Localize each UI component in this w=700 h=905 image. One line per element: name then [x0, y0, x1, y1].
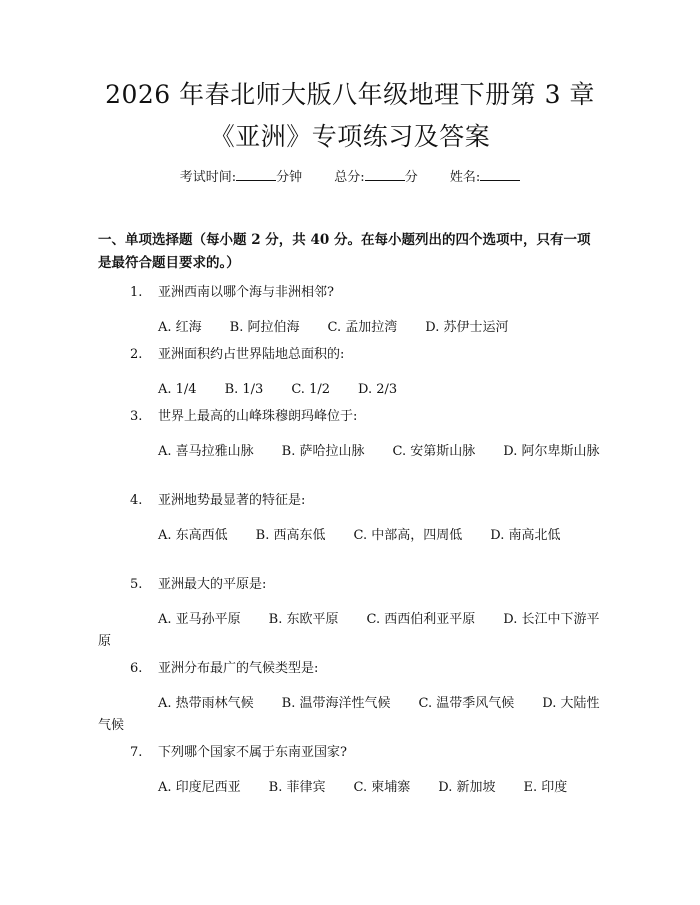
- question-text: 下列哪个国家不属于东南亚国家?: [158, 745, 347, 760]
- question-options: [98, 441, 603, 463]
- question-stem: [98, 490, 603, 512]
- question-4: [98, 490, 603, 547]
- question-stem: [98, 658, 603, 680]
- option-a: A. 喜马拉雅山脉: [158, 444, 254, 459]
- page-title-line-2: 《亚洲》专项练习及答案: [209, 122, 491, 151]
- option-a: A. 热带雨林气候: [158, 696, 254, 711]
- total-score-blank: [365, 168, 405, 181]
- option-c: C. 安第斯山脉: [392, 444, 476, 459]
- option-c: C. 1/2: [291, 382, 330, 397]
- exam-time-unit: 分钟: [276, 170, 303, 185]
- option-c: C. 柬埔寨: [353, 780, 411, 795]
- option-d: D. 新加坡: [438, 780, 496, 795]
- option-d: D. 2/3: [358, 382, 398, 397]
- question-text: 亚洲分布最广的气候类型是:: [158, 661, 319, 676]
- question-options: [98, 609, 603, 653]
- option-b: B. 1/3: [224, 382, 264, 397]
- question-options: [98, 379, 603, 401]
- question-stem: [98, 742, 603, 764]
- question-3: [98, 406, 603, 463]
- student-name: [450, 170, 520, 185]
- option-c: C. 温带季风气候: [418, 696, 515, 711]
- exam-time-label: 考试时间:: [179, 170, 237, 185]
- question-options: [98, 525, 603, 547]
- question-6: [98, 658, 603, 737]
- option-d: D. 苏伊士运河: [425, 320, 509, 335]
- option-d: D. 大陆性气候: [98, 696, 600, 733]
- option-a: A. 1/4: [158, 382, 197, 397]
- question-stem: [98, 344, 603, 366]
- section-heading: 一、单项选择题（每小题 2 分，共 40 分。在每小题列出的四个选项中，只有一项是最符合题目要求的。）: [98, 232, 591, 271]
- exam-time: [180, 170, 302, 185]
- option-c: C. 孟加拉湾: [327, 320, 398, 335]
- option-d: D. 长江中下游平原: [98, 612, 600, 649]
- question-options: [98, 317, 603, 339]
- question-stem: [98, 406, 603, 428]
- option-a: A. 红海: [158, 320, 202, 335]
- total-score: [334, 170, 417, 185]
- option-d: D. 阿尔卑斯山脉: [503, 444, 600, 459]
- question-number: 1.: [130, 285, 143, 300]
- student-name-blank: [480, 168, 520, 181]
- question-text: 亚洲地势最显著的特征是:: [158, 493, 306, 508]
- option-b: B. 阿拉伯海: [229, 320, 300, 335]
- question-stem: [98, 574, 603, 596]
- total-score-label: 总分:: [334, 170, 365, 185]
- question-number: 6.: [130, 661, 143, 676]
- question-options: [98, 693, 603, 737]
- exam-info: [0, 168, 700, 187]
- question-7: [98, 742, 603, 799]
- option-a: A. 东高西低: [158, 528, 228, 543]
- option-a: A. 亚马孙平原: [158, 612, 241, 627]
- question-number: 7.: [130, 745, 143, 760]
- page-title-line-1: 2026 年春北师大版八年级地理下册第 3 章: [105, 80, 595, 109]
- question-number: 5.: [130, 577, 143, 592]
- student-name-label: 姓名:: [449, 170, 481, 185]
- option-b: B. 菲律宾: [268, 780, 326, 795]
- option-a: A. 印度尼西亚: [158, 780, 241, 795]
- question-number: 3.: [130, 409, 143, 424]
- option-c: C. 西西伯利亚平原: [366, 612, 476, 627]
- option-b: B. 西高东低: [255, 528, 326, 543]
- option-c: C. 中部高，四周低: [353, 528, 463, 543]
- option-b: B. 萨哈拉山脉: [281, 444, 365, 459]
- question-number: 4.: [130, 493, 143, 508]
- question-options: [98, 777, 603, 799]
- total-score-unit: 分: [404, 170, 418, 185]
- question-text: 亚洲西南以哪个海与非洲相邻?: [158, 285, 334, 300]
- question-2: [98, 344, 603, 401]
- question-text: 亚洲面积约占世界陆地总面积的:: [158, 347, 345, 362]
- option-e: E. 印度: [523, 780, 568, 795]
- question-number: 2.: [130, 347, 143, 362]
- question-text: 亚洲最大的平原是:: [158, 577, 267, 592]
- question-text: 世界上最高的山峰珠穆朗玛峰位于:: [158, 409, 358, 424]
- exam-time-blank: [236, 168, 276, 181]
- option-d: D. 南高北低: [490, 528, 561, 543]
- option-b: B. 温带海洋性气候: [281, 696, 391, 711]
- question-5: [98, 574, 603, 653]
- option-b: B. 东欧平原: [268, 612, 339, 627]
- question-1: [98, 282, 603, 339]
- question-stem: [98, 282, 603, 304]
